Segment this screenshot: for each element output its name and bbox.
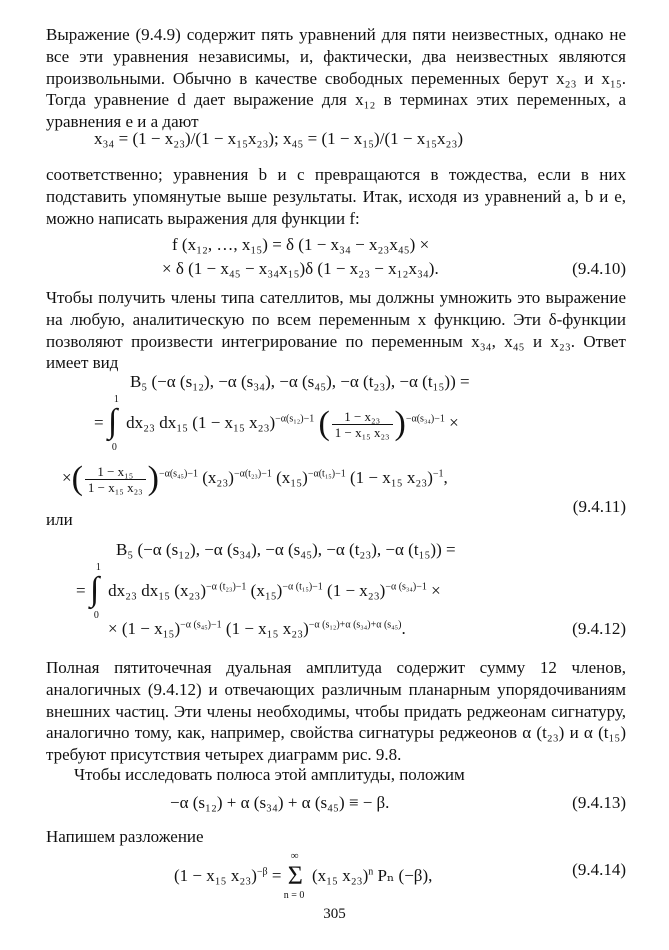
equation-9-4-12-line2	[46, 562, 626, 621]
sum-lower-limit: n = 0	[283, 890, 305, 901]
integral-upper-limit: 1	[95, 562, 101, 573]
eq-9-4-14-lhs-exponent: −β	[256, 866, 268, 878]
equation-number-9-4-10: (9.4.10)	[572, 259, 626, 278]
eq-9-4-11-exponent-6: −1	[432, 468, 444, 480]
equation-x34-x45	[46, 129, 626, 153]
equation-9-4-12-line3	[46, 619, 626, 643]
equation-number-9-4-14: (9.4.14)	[572, 860, 626, 879]
equation-x34-x45-body: x₃₄ = (1 − x₂₃)/(1 − x₁₅x₂₃); x₄₅ = (1 − x₁₅)/(1 − x₁₅x₂₃)	[94, 129, 464, 148]
sum-symbol: Σ	[287, 861, 303, 890]
sum-upper-limit: ∞	[290, 850, 299, 862]
eq-9-4-11-factor-last: (1 − x₁₅ x₂₃)	[350, 467, 433, 487]
eq-9-4-14-tail: Pₙ (−β),	[373, 865, 433, 885]
integral-symbol: ∫	[107, 403, 118, 440]
eq-9-4-12-factor-5: (1 − x₁₅ x₂₃)	[225, 619, 309, 638]
equation-9-4-13	[46, 793, 626, 817]
equation-9-4-11-line1	[46, 372, 626, 396]
integral-lower-limit: 0	[93, 610, 99, 621]
fraction-1	[332, 409, 393, 440]
integral-symbol: ∫	[89, 571, 100, 608]
eq-9-4-12-equals: =	[76, 580, 90, 600]
eq-9-4-13-text: −α (s₁₂) + α (s₃₄) + α (s₄₅) ≡ − β.	[170, 793, 390, 812]
paragraph-4: Полная пятиточечная дуальная амплитуда содержит сумму 12 членов, аналогичных (9.4.12) и отвечающих различным планарным упорядочиваниям внешних частиц. Эти члены необходимы, чтобы придать реджеонам сигнатуру, аналогично тому, как, например, свойства сигнатуры реджеонов α (t₂₃) и α (t₁₅) требуют присутствия четырех диаграмм рис. 9.8.	[46, 658, 626, 765]
eq-9-4-11-factor-x15: (x₁₅)	[276, 467, 308, 487]
paragraph-6: Напишем разложение	[46, 827, 204, 846]
fraction-2-numerator: 1 − x₁₅	[85, 464, 146, 480]
eq-9-4-11-line1-text: B₅ (−α (s₁₂), −α (s₃₄), −α (s₄₅), −α (t₂₃), −α (t₁₅)) =	[130, 372, 470, 391]
eq-9-4-12-exponent-2: −α (t₁₅)−1	[282, 581, 323, 593]
eq-9-4-10-line2-text: × δ (1 − x₄₅ − x₃₄x₁₅)δ (1 − x₂₃ − x₁₂x₃₄).	[162, 259, 439, 278]
fraction-2	[85, 464, 146, 495]
eq-9-4-11-comma: ,	[443, 467, 448, 487]
page-number: 305	[323, 906, 346, 922]
eq-9-4-11-exponent-5: −α(t₁₅)−1	[307, 468, 346, 480]
eq-9-4-12-line2-content	[76, 562, 441, 621]
eq-9-4-11-factor-x23: (x₂₃)	[202, 467, 234, 487]
eq-9-4-12-exponent-1: −α (t₂₃)−1	[205, 581, 247, 593]
paragraph-1: Выражение (9.4.9) содержит пять уравнений для пяти неизвестных, однако не все эти уравнения независимы, и, фактически, два неизвестных являются произвольными. Обычно в качестве свободных переменных берут x₂₃ и x₁₅. Тогда уравнение d дает выражение для x₁₂ в терминах этих переменных, а уравнения e и a дают	[46, 25, 626, 132]
paragraph-2: соответственно; уравнения b и c превращаются в тождества, если в них подставить упомянутые выше результаты. Итак, исходя из уравнений a, b и e, можно написать выражения для функции f:	[46, 165, 626, 228]
eq-9-4-14-lhs: (1 − x₁₅ x₂₃)	[174, 865, 257, 885]
eq-9-4-12-period: .	[401, 619, 406, 638]
paragraph-or: или	[46, 510, 73, 529]
paragraph-3: Чтобы получить члены типа сателлитов, мы должны умножить это выражение на любую, аналитическую по всем переменным x функцию. Эти δ-функции позволяют произвести интегрирование по переменным x₃₄, x₄₅ и x₂₃. Ответ имеет вид	[46, 288, 626, 373]
eq-9-4-10-line1-text: f (x₁₂, …, x₁₅) = δ (1 − x₃₄ − x₂₃x₄₅) ×	[172, 235, 430, 254]
integral-sign	[89, 562, 104, 621]
equation-number-9-4-13: (9.4.13)	[572, 793, 626, 812]
eq-9-4-11-line3-content	[62, 462, 448, 496]
equation-9-4-12-line1	[46, 540, 626, 564]
equation-number-9-4-11: (9.4.11)	[572, 497, 626, 516]
eq-9-4-12-line1-text: B₅ (−α (s₁₂), −α (s₃₄), −α (s₄₅), −α (t₂₃), −α (t₁₅)) =	[116, 540, 456, 559]
eq-9-4-11-exponent-1: −α(s₁₂)−1	[275, 413, 315, 425]
left-paren: (	[71, 460, 83, 497]
eq-9-4-11-exponent-3: −α(s₄₅)−1	[158, 468, 199, 480]
paragraph-5: Чтобы исследовать полюса этой амплитуды, положим	[74, 765, 465, 784]
eq-9-4-12-line3-content	[108, 619, 406, 639]
equation-9-4-14	[46, 850, 626, 901]
eq-9-4-12-factor-2: (x₁₅)	[250, 580, 283, 600]
integral-upper-limit: 1	[113, 394, 119, 405]
right-paren: )	[394, 405, 406, 442]
fraction-2-denominator: 1 − x₁₅ x₂₃	[87, 479, 143, 495]
equation-9-4-11-line2	[46, 394, 626, 453]
equation-9-4-10-line1	[46, 235, 626, 259]
eq-9-4-11-line2-content	[94, 394, 459, 453]
sum-sign	[283, 850, 308, 901]
eq-9-4-12-exponent-4: −α (s₄₅)−1	[180, 619, 222, 631]
fraction-1-numerator: 1 − x₂₃	[332, 409, 393, 425]
eq-9-4-12-factor-1: dx₂₃ dx₁₅ (x₂₃)	[108, 580, 206, 600]
eq-9-4-14-content	[174, 850, 433, 901]
integral-lower-limit: 0	[111, 442, 117, 453]
eq-9-4-14-equals: =	[267, 865, 286, 885]
equation-9-4-10-line2	[46, 259, 626, 283]
eq-9-4-11-exponent-2: −α(s₃₄)−1	[405, 413, 445, 425]
eq-9-4-12-factor-3: (1 − x₂₃)	[327, 580, 386, 600]
equation-number-9-4-12: (9.4.12)	[572, 619, 626, 638]
equation-9-4-11-line3	[46, 462, 626, 502]
eq-9-4-11-exponent-4: −α(t₂₃)−1	[233, 468, 272, 480]
eq-9-4-14-rhs-exponent: n	[368, 866, 374, 878]
left-paren: (	[318, 405, 330, 442]
eq-9-4-12-factor-4: × (1 − x₁₅)	[108, 619, 181, 638]
eq-9-4-11-leading-times: ×	[62, 467, 72, 487]
fraction-1-denominator: 1 − x₁₅ x₂₃	[334, 424, 390, 440]
eq-9-4-12-times: ×	[431, 580, 441, 600]
eq-9-4-12-exponent-3: −α (s₃₄)−1	[385, 581, 427, 593]
eq-9-4-11-equals: =	[94, 412, 108, 432]
integral-sign	[107, 394, 122, 453]
eq-9-4-11-integrand: dx₂₃ dx₁₅ (1 − x₁₅ x₂₃)	[126, 412, 276, 432]
eq-9-4-14-rhs: (x₁₅ x₂₃)	[311, 865, 369, 885]
eq-9-4-11-times: ×	[449, 412, 459, 432]
eq-9-4-12-exponent-5: −α (s₁₂)+α (s₃₄)+α (s₄₅)	[308, 619, 402, 631]
right-paren: )	[147, 460, 159, 497]
